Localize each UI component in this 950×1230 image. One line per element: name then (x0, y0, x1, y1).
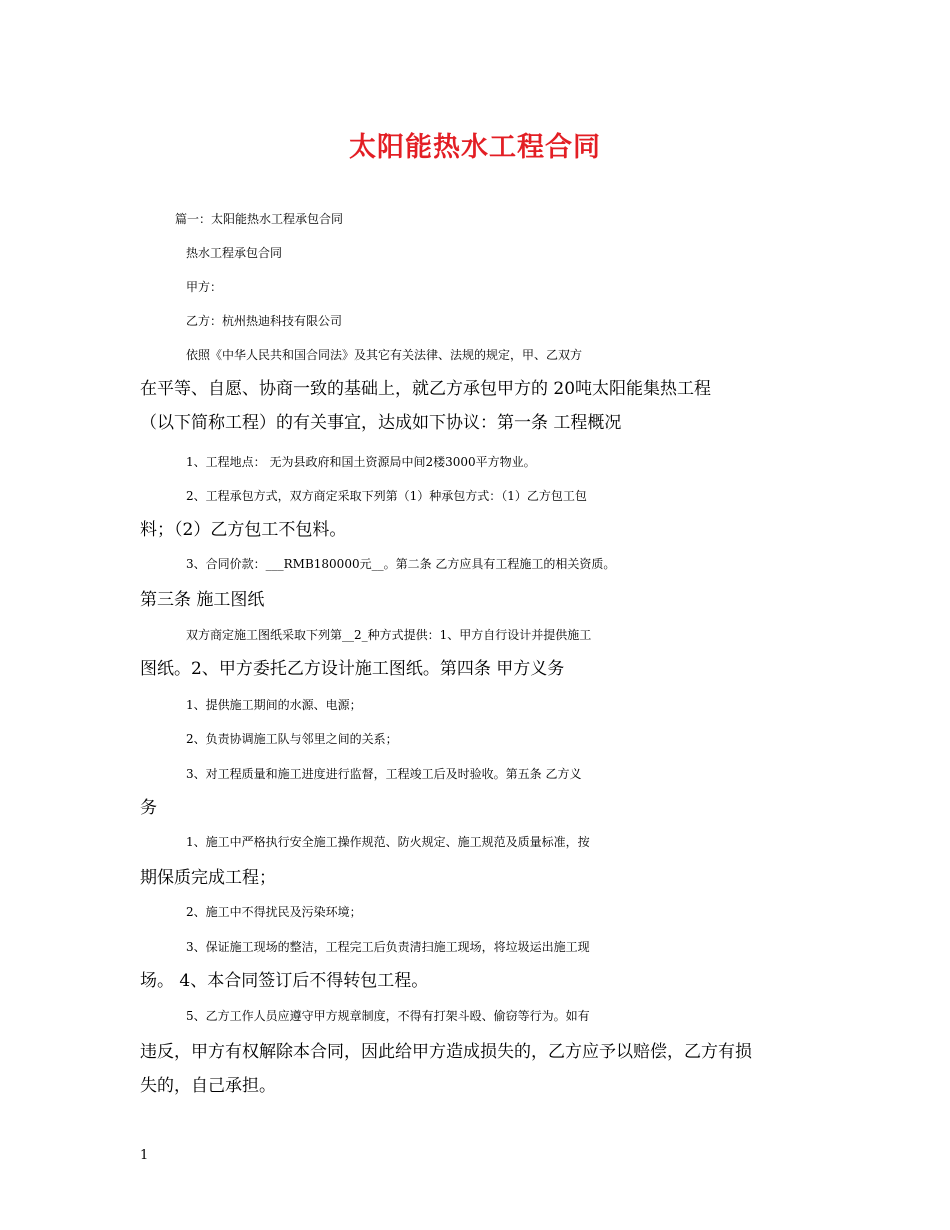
page-number: 1 (140, 1148, 149, 1163)
text-line: 失的，自己承担。 (140, 1076, 276, 1096)
text-line: 篇一：太阳能热水工程承包合同 (175, 212, 344, 226)
text-line: 2、施工中不得扰民及污染环境； (186, 905, 362, 919)
text-line: 场。 4、本合同签订后不得转包工程。 (140, 971, 429, 991)
text-line: 双方商定施工图纸采取下列第__2_种方式提供：1、甲方自行设计并提供施工 (186, 628, 592, 642)
text-line: 3、保证施工现场的整洁，工程完工后负责清扫施工现场，将垃圾运出施工现 (186, 940, 590, 954)
text-line: 第三条 施工图纸 (140, 590, 265, 610)
text-line: 3、对工程质量和施工进度进行监督，工程竣工后及时验收。第五条 乙方义 (186, 767, 582, 781)
text-line: （以下简称工程）的有关事宜，达成如下协议：第一条 工程概况 (140, 413, 622, 433)
text-line: 甲方： (186, 280, 223, 294)
text-line: 料；（2）乙方包工不包料。 (140, 520, 347, 540)
text-line: 3、合同价款：___RMB180000元__。第二条 乙方应具有工程施工的相关资质。 (186, 557, 616, 571)
text-line: 乙方：杭州热迪科技有限公司 (186, 314, 343, 328)
text-line: 1、提供施工期间的水源、电源； (186, 698, 362, 712)
text-line: 热水工程承包合同 (186, 246, 283, 260)
text-line: 2、工程承包方式，双方商定采取下列第（1）种承包方式：（1）乙方包工包 (186, 489, 587, 503)
text-line: 依照《中华人民共和国合同法》及其它有关法律、法规的规定，甲、乙双方 (186, 348, 583, 362)
text-line: 2、负责协调施工队与邻里之间的关系； (186, 732, 398, 746)
document-title: 太阳能热水工程合同 (349, 132, 601, 163)
text-line: 5、乙方工作人员应遵守甲方规章制度，不得有打架斗殴、偷窃等行为。如有 (186, 1009, 590, 1023)
text-line: 图纸。2、甲方委托乙方设计施工图纸。第四条 甲方义务 (140, 659, 565, 679)
text-line: 1、工程地点： 无为县政府和国土资源局中间2楼3000平方物业。 (186, 455, 536, 469)
text-line: 在平等、自愿、协商一致的基础上，就乙方承包甲方的 20吨太阳能集热工程 (140, 379, 712, 399)
text-line: 务 (140, 798, 157, 818)
text-line: 期保质完成工程； (140, 868, 276, 888)
text-line: 1、施工中严格执行安全施工操作规范、防火规定、施工规范及质量标准，按 (186, 835, 590, 849)
text-line: 违反，甲方有权解除本合同，因此给甲方造成损失的，乙方应予以赔偿，乙方有损 (140, 1042, 752, 1062)
